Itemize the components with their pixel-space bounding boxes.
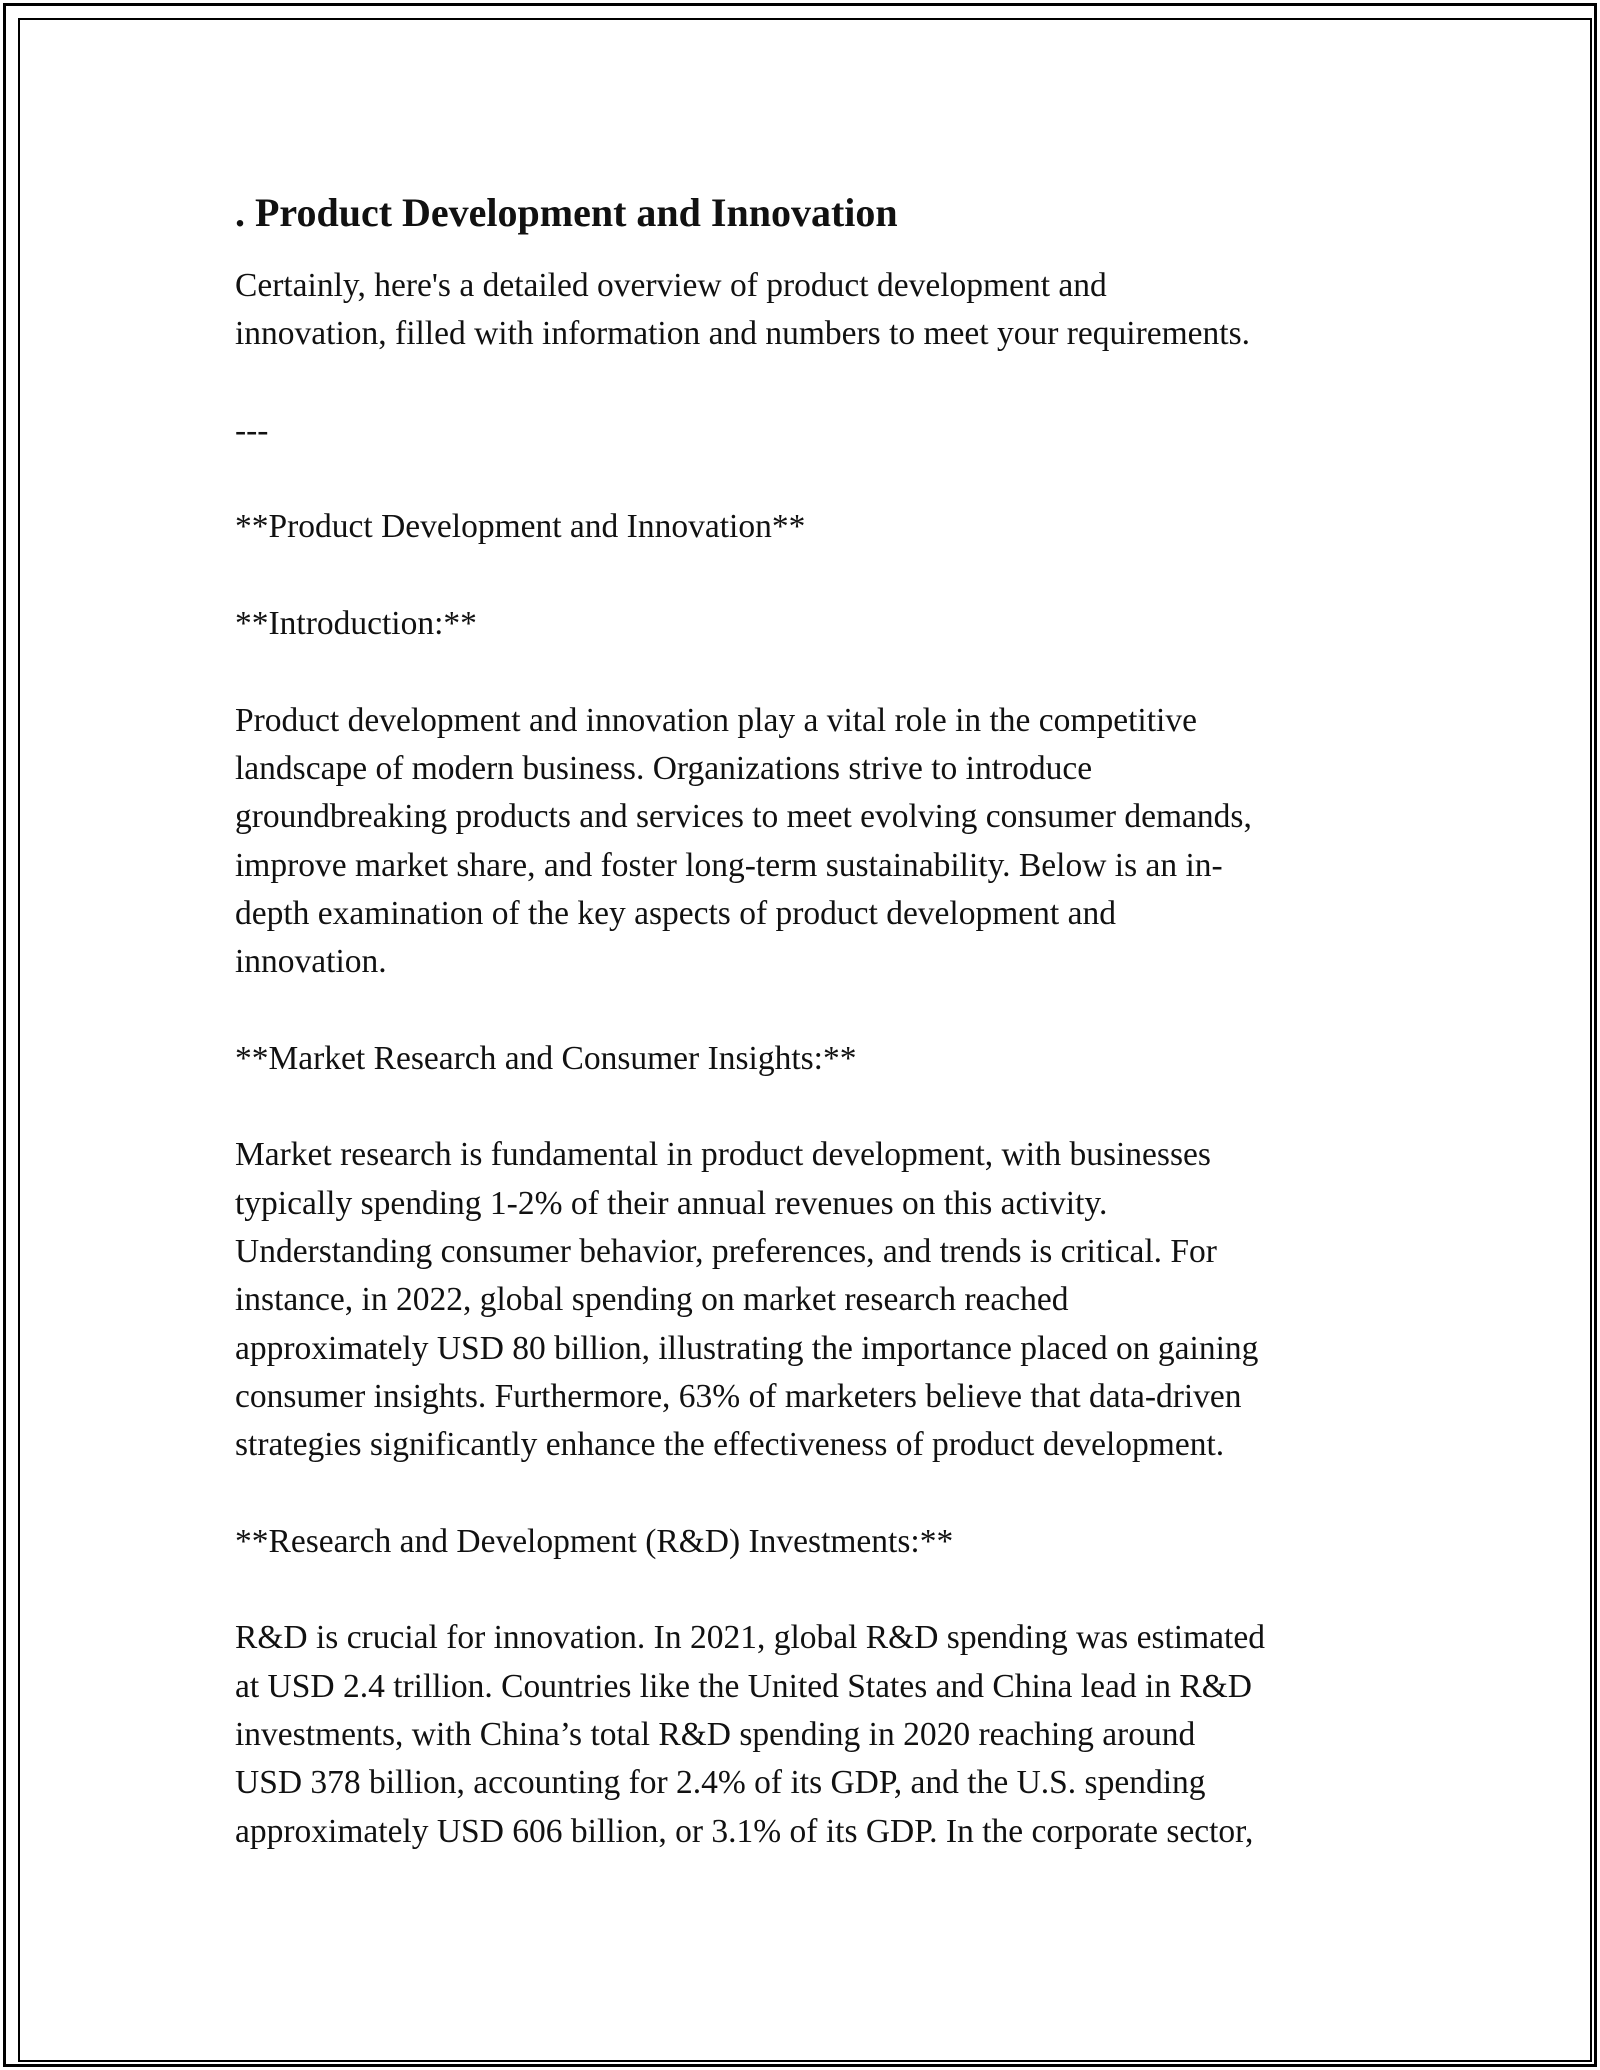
section-heading-market-research: **Market Research and Consumer Insights:** (235, 1039, 857, 1077)
rd-investments-paragraph: R&D is crucial for innovation. In 2021, global R&D spending was estimated at USD 2.4 trillion. Countries like the United States and China lead in R&D investments, with China’s total R&D spending in 2020 reaching around USD 378 billion, accounting for 2.4% of its GDP, and the U.S. spending approximately USD 606 billion, or 3.1% of its GDP. In the corporate sector, (235, 1619, 1265, 1850)
section-heading-rd-investments: **Research and Development (R&D) Investments:** (235, 1522, 954, 1560)
section-heading-introduction: **Introduction:** (235, 605, 477, 643)
market-research-paragraph: Market research is fundamental in product development, with businesses typically spending 1-2% of their annual revenues on this activity. Understanding consumer behavior, preferences, and trends is critical. For instance, in 2022, global spending on market research reached approximately USD 80 billion, illustrating the importance placed on gaining consumer insights. Furthermore, 63% of marketers believe that data-driven strategies significantly enhance the effectiveness of product development. (235, 1136, 1259, 1464)
intro-paragraph: Certainly, here's a detailed overview of product development and innovation, filled with information and numbers to meet your requirements. (235, 267, 1251, 353)
introduction-paragraph: Product development and innovation play a vital role in the competitive landscape of modern business. Organizations strive to introduce groundbreaking products and services to meet evolving consumer demands, improve market share, and foster long-term sustainability. Below is an in- depth examination of the key aspects of product development and innovation. (235, 701, 1252, 981)
section-heading-main: **Product Development and Innovation** (235, 508, 806, 546)
page-title: . Product Development and Innovation (235, 190, 898, 235)
document-body (235, 188, 1385, 1904)
separator-line: --- (235, 411, 269, 449)
